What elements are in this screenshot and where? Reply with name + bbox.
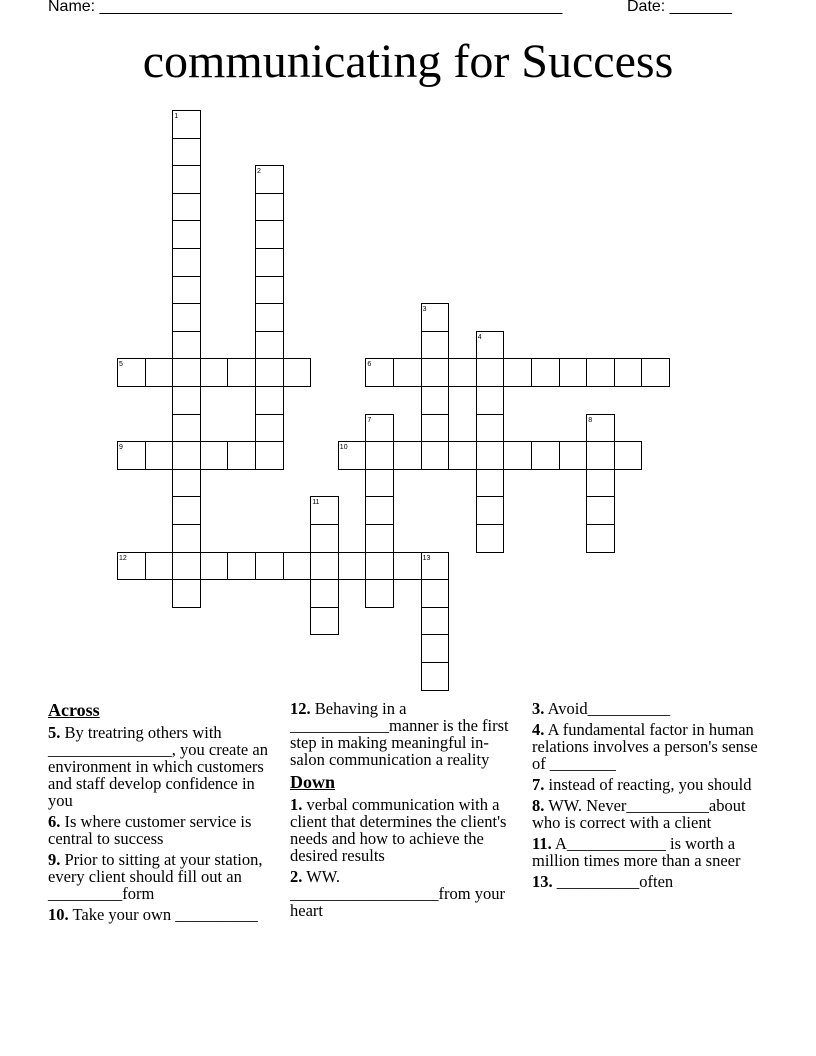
clue-text: Take your own __________ bbox=[72, 905, 258, 924]
down-clue-7 bbox=[532, 776, 764, 793]
crossword-cell[interactable] bbox=[365, 552, 394, 581]
crossword-cell[interactable] bbox=[255, 358, 284, 387]
crossword-cell[interactable] bbox=[255, 386, 284, 415]
clue-number-label: 2 bbox=[257, 168, 261, 176]
across-clue-6 bbox=[48, 813, 280, 847]
crossword-cell[interactable] bbox=[172, 193, 201, 222]
clue-number: 7. bbox=[532, 775, 545, 794]
crossword-cell[interactable] bbox=[172, 138, 201, 167]
clue-number-label: 6 bbox=[367, 361, 372, 369]
crossword-cell[interactable] bbox=[476, 496, 505, 525]
crossword-cell[interactable] bbox=[503, 358, 532, 387]
crossword-cell[interactable] bbox=[255, 441, 284, 470]
crossword-cell[interactable] bbox=[310, 524, 339, 553]
down-clue-13 bbox=[532, 873, 764, 890]
crossword-cell[interactable] bbox=[172, 248, 201, 277]
crossword-cell[interactable] bbox=[586, 358, 615, 387]
crossword-cell[interactable] bbox=[559, 358, 588, 387]
crossword-cell[interactable] bbox=[448, 358, 477, 387]
clue-number: 2. bbox=[290, 867, 303, 886]
crossword-cell[interactable] bbox=[172, 303, 201, 332]
crossword-cell[interactable] bbox=[255, 303, 284, 332]
clue-text: By treatring others with _______________, you create an environment in which customers and staff develop confidence in you bbox=[48, 723, 268, 810]
crossword-cell[interactable] bbox=[476, 524, 505, 553]
crossword-cell[interactable] bbox=[172, 414, 201, 443]
down-clue-8 bbox=[532, 797, 764, 831]
crossword-cell[interactable] bbox=[227, 552, 256, 581]
crossword-cell[interactable] bbox=[145, 441, 174, 470]
clue-text: Behaving in a ____________manner is the first step in making meaningful in-salon communication a reality bbox=[290, 699, 509, 769]
crossword-cell[interactable] bbox=[476, 469, 505, 498]
crossword-cell[interactable] bbox=[255, 414, 284, 443]
crossword-cell[interactable] bbox=[393, 552, 422, 581]
crossword-cell[interactable] bbox=[421, 607, 450, 636]
clue-text: instead of reacting, you should bbox=[548, 775, 752, 794]
clue-text: Prior to sitting at your station, every client should fill out an _________form bbox=[48, 850, 263, 903]
clue-number-label: 11 bbox=[312, 499, 320, 507]
clue-number: 10. bbox=[48, 905, 69, 924]
crossword-cell[interactable] bbox=[172, 441, 201, 470]
crossword-cell[interactable] bbox=[172, 496, 201, 525]
clue-number-label: 4 bbox=[477, 333, 482, 341]
crossword-cell[interactable] bbox=[503, 441, 532, 470]
clue-text: __________often bbox=[556, 872, 674, 891]
crossword-cell[interactable] bbox=[365, 524, 394, 553]
clue-text: Is where customer service is central to success bbox=[48, 812, 252, 848]
crossword-cell[interactable] bbox=[531, 358, 560, 387]
crossword-cell[interactable] bbox=[145, 358, 174, 387]
down-clue-2 bbox=[290, 868, 522, 919]
crossword-cell[interactable] bbox=[255, 220, 284, 249]
down-clue-4 bbox=[532, 721, 764, 772]
clue-number: 5. bbox=[48, 723, 61, 742]
crossword-cell[interactable] bbox=[310, 552, 339, 581]
crossword-cell[interactable] bbox=[200, 358, 229, 387]
down-clue-1 bbox=[290, 796, 522, 864]
date-field-label: Date: _______ bbox=[627, 0, 732, 15]
crossword-cell[interactable] bbox=[255, 552, 284, 581]
crossword-cell[interactable] bbox=[227, 441, 256, 470]
crossword-cell[interactable] bbox=[586, 496, 615, 525]
clue-number: 6. bbox=[48, 812, 61, 831]
crossword-cell[interactable] bbox=[172, 469, 201, 498]
crossword-cell[interactable] bbox=[338, 552, 367, 581]
clue-text: WW. __________________from your heart bbox=[290, 867, 505, 920]
clue-text: Avoid__________ bbox=[547, 699, 671, 718]
across-heading: Across bbox=[48, 700, 100, 720]
crossword-cell[interactable] bbox=[393, 358, 422, 387]
crossword-cell[interactable] bbox=[365, 579, 394, 608]
crossword-cell[interactable] bbox=[421, 634, 450, 663]
crossword-cell[interactable] bbox=[365, 469, 394, 498]
clue-number-label: 3 bbox=[422, 306, 427, 314]
clue-number-label: 7 bbox=[367, 416, 372, 424]
clue-number: 12. bbox=[290, 699, 311, 718]
clue-column-3 bbox=[532, 700, 764, 894]
clue-number-label: 13 bbox=[422, 554, 431, 562]
crossword-cell[interactable] bbox=[310, 579, 339, 608]
crossword-cell[interactable] bbox=[200, 441, 229, 470]
down-clue-3 bbox=[532, 700, 764, 717]
crossword-cell[interactable] bbox=[586, 469, 615, 498]
crossword-cell[interactable] bbox=[200, 552, 229, 581]
crossword-cell[interactable] bbox=[172, 220, 201, 249]
down-clue-11 bbox=[532, 835, 764, 869]
clue-number: 13. bbox=[532, 872, 553, 891]
crossword-cell[interactable] bbox=[559, 441, 588, 470]
clue-number: 9. bbox=[48, 850, 61, 869]
crossword-cell[interactable] bbox=[172, 579, 201, 608]
crossword-cell[interactable] bbox=[310, 607, 339, 636]
crossword-cell[interactable] bbox=[614, 441, 643, 470]
clue-text: verbal communication with a client that determines the client's needs and how to achieve the desired results bbox=[290, 795, 507, 865]
crossword-cell[interactable] bbox=[421, 579, 450, 608]
clue-text: WW. Never__________about who is correct with a client bbox=[532, 796, 746, 832]
crossword-cell[interactable] bbox=[421, 414, 450, 443]
clue-number: 11. bbox=[532, 834, 552, 853]
clue-number: 1. bbox=[290, 795, 303, 814]
crossword-cell[interactable] bbox=[255, 331, 284, 360]
clue-column-1 bbox=[48, 700, 280, 927]
across-clue-12 bbox=[290, 700, 522, 768]
crossword-cell[interactable] bbox=[421, 441, 450, 470]
clue-number: 8. bbox=[532, 796, 545, 815]
crossword-cell[interactable] bbox=[365, 441, 394, 470]
crossword-cell[interactable] bbox=[172, 276, 201, 305]
crossword-cell[interactable] bbox=[145, 552, 174, 581]
clue-number: 4. bbox=[532, 720, 545, 739]
crossword-cell[interactable] bbox=[476, 358, 505, 387]
clue-number-label: 10 bbox=[339, 444, 348, 452]
crossword-cell[interactable] bbox=[172, 524, 201, 553]
crossword-cell[interactable] bbox=[255, 276, 284, 305]
crossword-cell[interactable] bbox=[255, 248, 284, 277]
down-heading: Down bbox=[290, 772, 336, 792]
clue-number-label: 1 bbox=[174, 113, 179, 120]
crossword-cell[interactable] bbox=[421, 358, 450, 387]
crossword-cell[interactable] bbox=[614, 358, 643, 387]
crossword-cell[interactable] bbox=[393, 441, 422, 470]
clue-number-label: 5 bbox=[119, 361, 123, 369]
clue-text: A fundamental factor in human relations involves a person's sense of ________ bbox=[532, 720, 758, 773]
clue-text: A____________ is worth a million times more than a sneer bbox=[532, 834, 741, 870]
crossword-cell[interactable] bbox=[421, 662, 450, 691]
crossword-cell[interactable] bbox=[172, 552, 201, 581]
across-clue-9 bbox=[48, 851, 280, 902]
across-clue-5 bbox=[48, 724, 280, 809]
crossword-cell[interactable] bbox=[531, 441, 560, 470]
crossword-cell[interactable] bbox=[448, 441, 477, 470]
clue-column-2 bbox=[290, 700, 522, 923]
crossword-cell[interactable] bbox=[172, 386, 201, 415]
crossword-cell[interactable] bbox=[476, 441, 505, 470]
crossword-cell[interactable] bbox=[421, 331, 450, 360]
clue-number-label: 9 bbox=[119, 444, 123, 452]
crossword-cell[interactable] bbox=[227, 358, 256, 387]
crossword-cell[interactable] bbox=[255, 193, 284, 222]
crossword-cell[interactable] bbox=[476, 414, 505, 443]
crossword-cell[interactable] bbox=[365, 496, 394, 525]
clue-number-label: 12 bbox=[119, 554, 127, 562]
crossword-cell[interactable] bbox=[476, 386, 505, 415]
crossword-cell[interactable] bbox=[283, 358, 312, 387]
crossword-cell[interactable] bbox=[172, 165, 201, 194]
clue-number: 3. bbox=[532, 699, 545, 718]
crossword-cell[interactable] bbox=[421, 386, 450, 415]
crossword-cell[interactable] bbox=[172, 331, 201, 360]
across-clue-10 bbox=[48, 906, 280, 923]
crossword-cell[interactable] bbox=[641, 358, 670, 387]
name-field-label: Name: ____________________________________________________ bbox=[48, 0, 563, 15]
crossword-cell[interactable] bbox=[283, 552, 312, 581]
crossword-cell[interactable] bbox=[586, 441, 615, 470]
page-title: communicating for Success bbox=[142, 35, 674, 88]
crossword-cell[interactable] bbox=[172, 358, 201, 387]
clue-number-label: 8 bbox=[588, 416, 593, 424]
crossword-cell[interactable] bbox=[586, 524, 615, 553]
